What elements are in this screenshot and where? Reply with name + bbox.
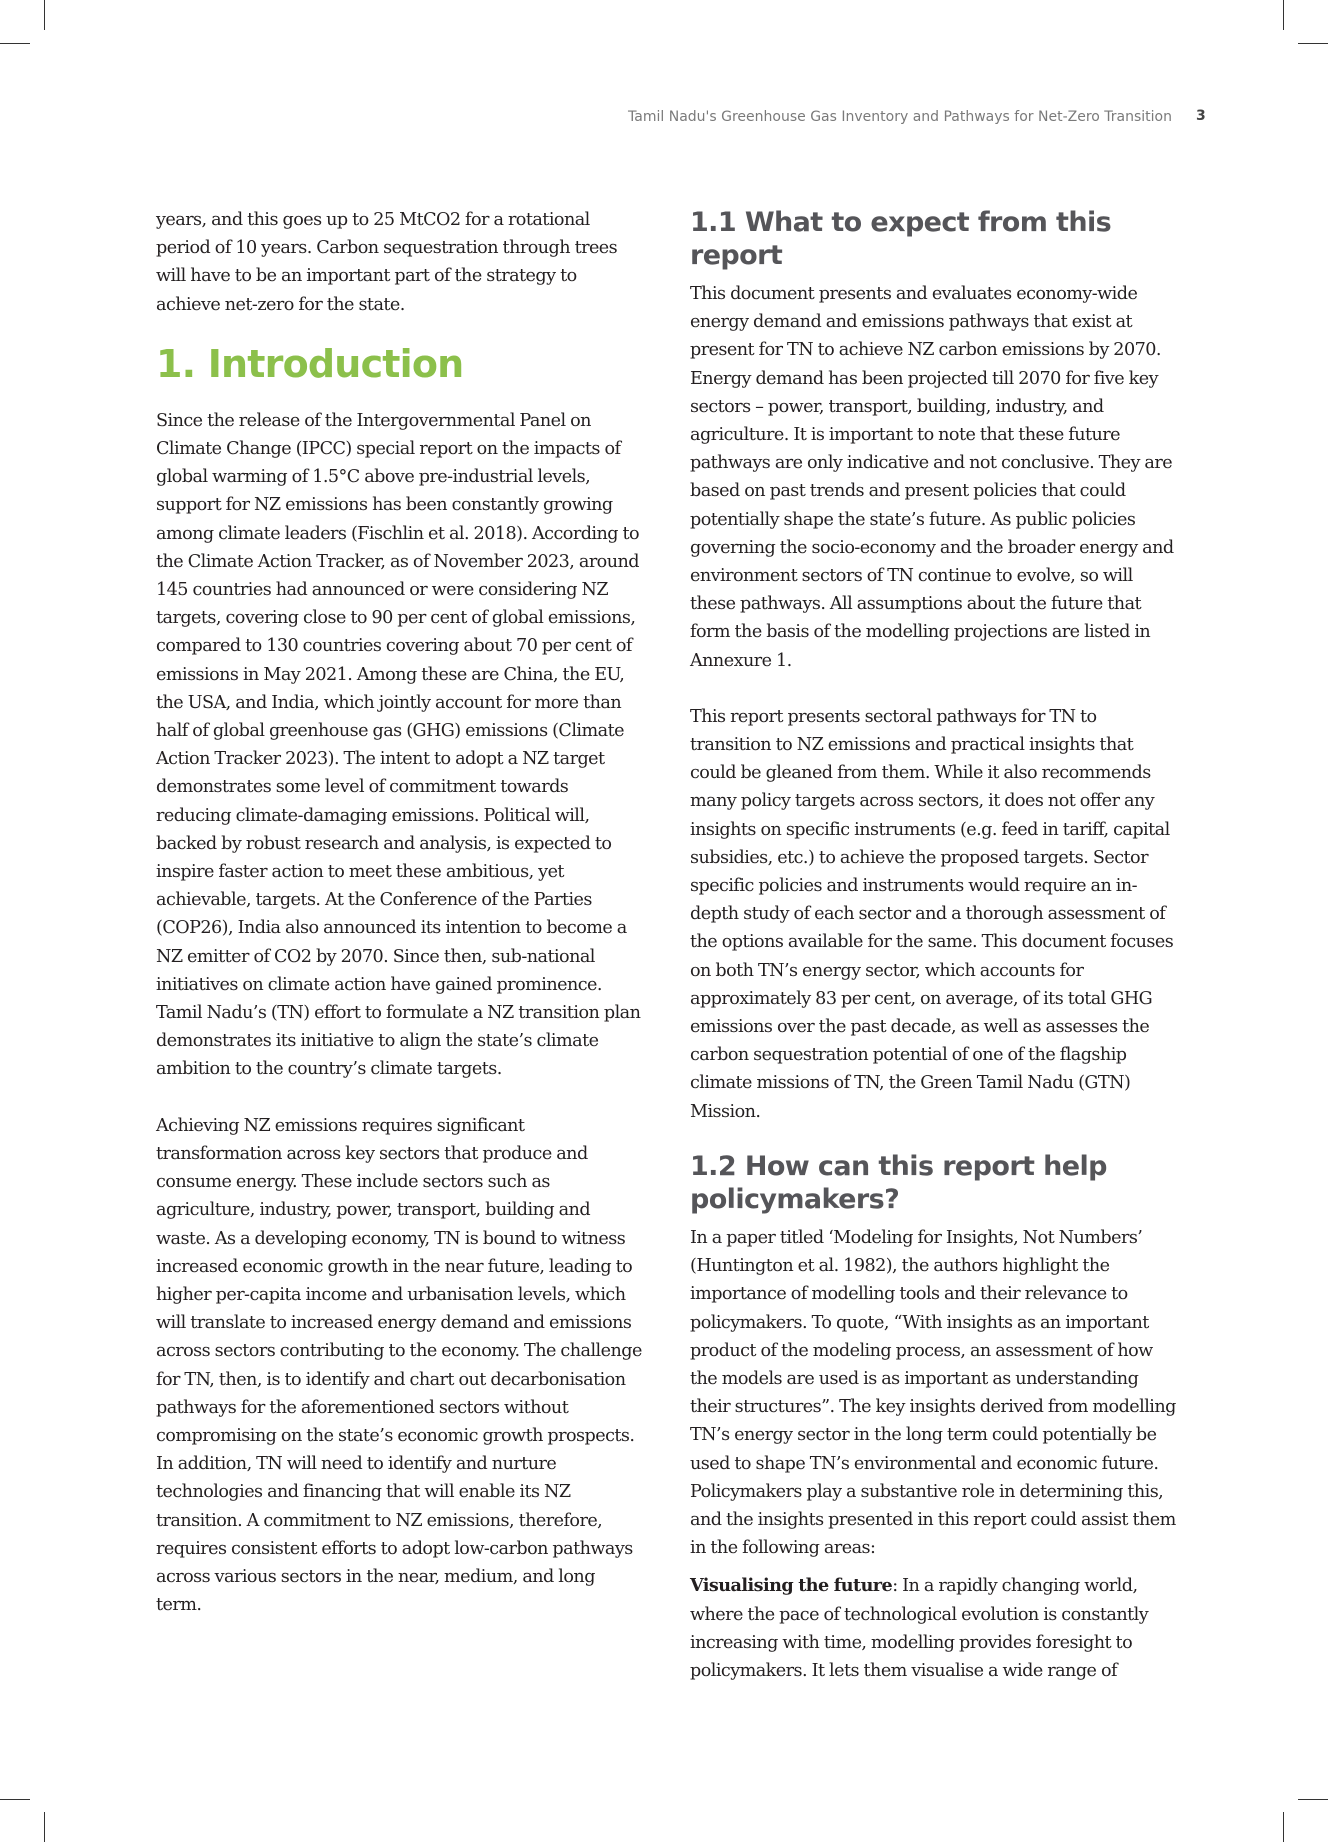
crop-mark [1298, 43, 1328, 44]
introduction-paragraph-2: Achieving NZ emissions requires significant transformation across key sectors that produce and consume energy. These include sectors such as agriculture, industry, power, transport, building and waste. As a developing economy, TN is bound to witness increased economic growth in the near future, leading to higher per-capita income and urbanisation levels, which will translate to increased energy demand and emissions across sectors contributing to the economy. The challenge for TN, then, is to identify and chart out decarbonisation pathways for the aforementioned sectors without compromising on the state’s economic growth prospects. In addition, TN will need to identify and nurture technologies and financing that will enable its NZ transition. A commitment to NZ emissions, therefore, requires consistent efforts to adopt low-carbon pathways across various sectors in the near, medium, and long term. [156, 1115, 642, 1616]
left-column [156, 206, 644, 1619]
page-number: 3 [1196, 108, 1206, 124]
introduction-paragraph-1: Since the release of the Intergovernmental Panel on Climate Change (IPCC) special report on the impacts of global warming of 1.5°C above pre-industrial levels, support for NZ emissions has been constantly growing among climate leaders (Fischlin et al. 2018). According to the Climate Action Tracker, as of November 2023, around 145 countries had announced or were considering NZ targets, covering close to 90 per cent of global emissions, compared to 130 countries covering about 70 per cent of emissions in May 2021. Among these are China, the EU, the USA, and India, which jointly account for more than half of global greenhouse gas (GHG) emissions (Climate Action Tracker 2023). The intent to adopt a NZ target demonstrates some level of commitment towards reducing climate-damaging emissions. Political will, backed by robust research and analysis, is expected to inspire faster action to meet these ambitious, yet achievable, targets. At the Conference of the Parties (COP26), India also announced its intention to become a NZ emitter of CO2 by 2070. Since then, sub-national initiatives on climate action have gained prominence. Tamil Nadu’s (TN) effort to formulate a NZ transition plan demonstrates its initiative to align the state’s climate ambition to the country’s climate targets. [156, 410, 641, 1080]
crop-mark [1283, 1812, 1284, 1842]
visualising-future-label: Visualising the future [690, 1575, 893, 1597]
subsection-1-2-paragraph-1: In a paper titled ‘Modeling for Insights, Not Numbers’ (Huntington et al. 1982), the authors highlight the importance of modelling tools and their relevance to policymakers. To quote, “With insights as an important product of the modeling process, an assessment of how the models are used is as important as understanding their structures”. The key insights derived from modelling TN’s energy sector in the long term could potentially be used to shape TN’s environmental and economic future. Policymakers play a substantive role in determining this, and the insights presented in this report could assist them in the following areas: [690, 1227, 1176, 1559]
subsection-1-1-paragraph-1: This document presents and evaluates economy-wide energy demand and emissions pathways that exist at present for TN to achieve NZ carbon emissions by 2070. Energy demand has been projected till 2070 for five key sectors – power, transport, building, industry, and agriculture. It is important to note that these future pathways are only indicative and not conclusive. They are based on past trends and present policies that could potentially shape the state’s future. As public policies governing the socio-economy and the broader energy and environment sectors of TN continue to evolve, so will these pathways. All assumptions about the future that form the basis of the modelling projections are listed in Annexure 1. [690, 284, 1174, 671]
crop-mark [44, 0, 45, 30]
section-heading-introduction: 1. Introduction [156, 341, 464, 386]
crop-mark [1283, 0, 1284, 30]
subsection-1-1-paragraph-2: This report presents sectoral pathways for TN to transition to NZ emissions and practical insights that could be gleaned from them. While it also recommends many policy targets across sectors, it does not offer any insights on specific instruments (e.g. feed in tariff, capital subsidies, etc.) to achieve the proposed targets. Sector specific policies and instruments would require an in-depth study of each sector and a thorough assessment of the options available for the same. This document focuses on both TN’s energy sector, which accounts for approximately 83 per cent, on average, of its total GHG emissions over the past decade, as well as assesses the carbon sequestration potential of one of the flagship climate missions of TN, the Green Tamil Nadu (GTN) Mission. [690, 706, 1174, 1122]
subsection-heading-1-2: 1.2 How can this report help policymakers? [690, 1150, 1107, 1215]
crop-mark [0, 1799, 30, 1800]
subsection-heading-1-1: 1.1 What to expect from this report [690, 207, 1112, 271]
visualising-future-text: : In a rapidly changing world, where the pace of technological evolution is constantly increasing with time, modelling provides foresight to policymakers. It lets them visualise a wide range of [690, 1576, 1149, 1681]
crop-mark [1298, 1799, 1328, 1800]
crop-mark [0, 43, 30, 44]
subsection-1-2-paragraph-2 [690, 1572, 1178, 1685]
crop-mark [44, 1812, 45, 1842]
continuation-paragraph: years, and this goes up to 25 MtCO2 for a rotational period of 10 years. Carbon sequestration through trees will have to be an important part of the strategy to achieve net-zero for the state. [156, 210, 618, 315]
running-header-title: Tamil Nadu's Greenhouse Gas Inventory and Pathways for Net-Zero Transition [628, 109, 1172, 125]
right-column [690, 206, 1178, 1685]
